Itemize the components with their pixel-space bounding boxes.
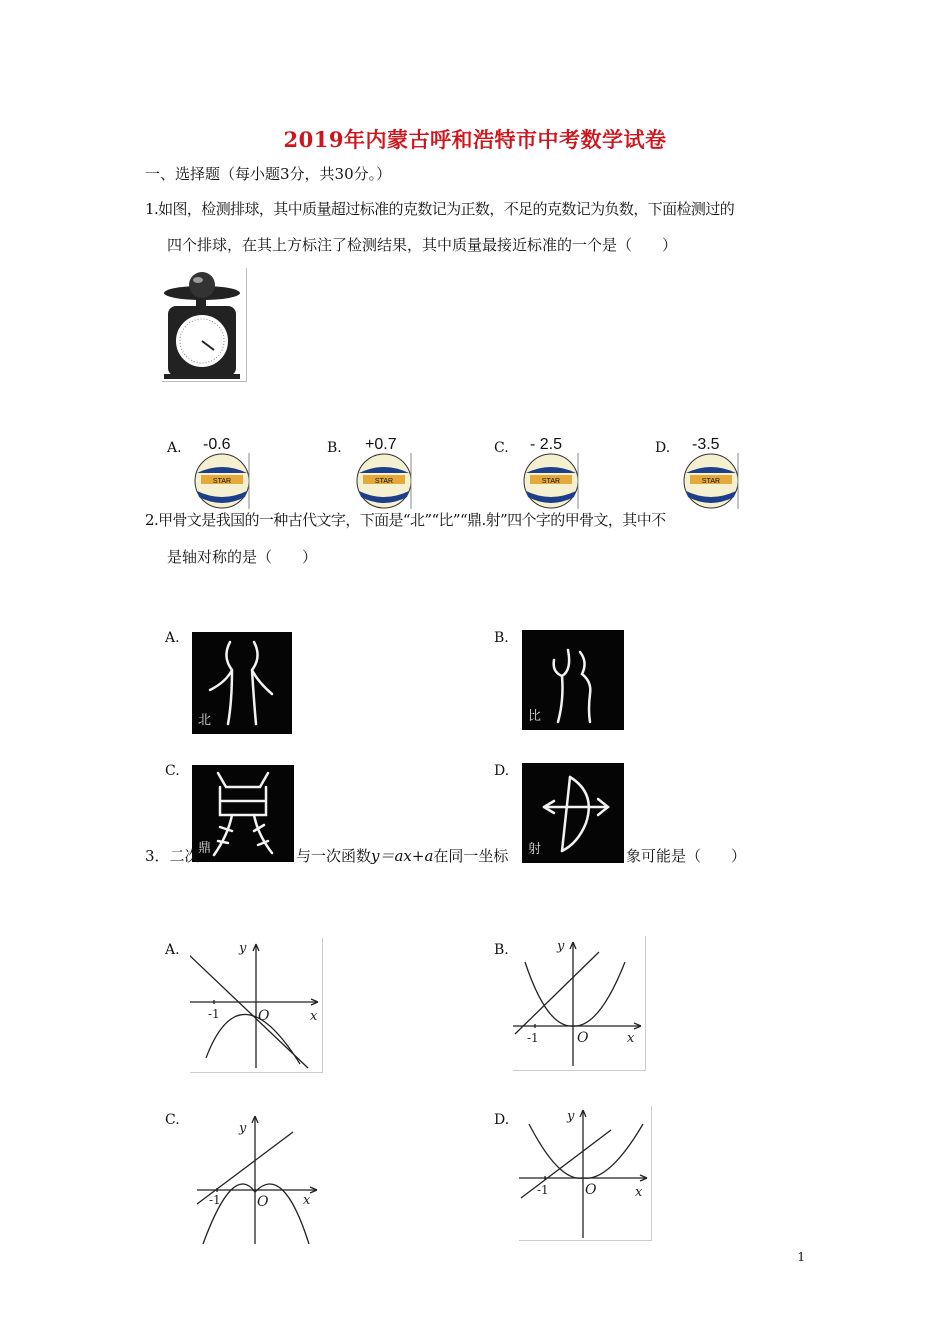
q1-option-a-letter: A. xyxy=(167,440,182,456)
volleyball-icon xyxy=(522,453,580,509)
q1-option-c-letter: C. xyxy=(494,440,509,456)
origin-label: O xyxy=(577,1030,589,1046)
oracle-glyph-bei xyxy=(192,632,292,734)
q3-graph-d xyxy=(519,1106,652,1241)
minus-one-label: -1 xyxy=(208,1007,220,1021)
scale-icon xyxy=(162,268,247,382)
q3-option-c-letter: C. xyxy=(165,1112,180,1128)
q2-option-a-letter: A. xyxy=(165,630,180,646)
section-heading: 一、选择题（每小题3分，共30分。） xyxy=(145,165,392,183)
q3-graph-c xyxy=(193,1112,325,1246)
q1-option-a-value: -0.6 xyxy=(203,436,231,453)
origin-label: O xyxy=(585,1182,597,1198)
volleyball-icon xyxy=(682,453,740,509)
q2-line1: 2.甲骨文是我国的一种古代文字，下面是“北”“比”“鼎.射”四个字的甲骨文，其中不 xyxy=(145,511,666,529)
axis-y-label: y xyxy=(567,1109,575,1124)
q3-function: y＝ax+a xyxy=(371,847,434,865)
axis-x-label: x xyxy=(635,1185,643,1200)
svg-text:STAR: STAR xyxy=(701,478,721,485)
oracle-glyph-ding xyxy=(192,765,294,862)
q3-option-d-letter: D. xyxy=(494,1112,510,1128)
axis-x-label: x xyxy=(310,1009,318,1024)
q2-option-d-letter: D. xyxy=(494,763,510,779)
glyph-caption: 比 xyxy=(528,709,542,724)
q3-text: 在同一坐标 xyxy=(433,847,509,865)
q3-text: 与一次函数 xyxy=(296,847,372,865)
q2-option-b-letter: B. xyxy=(494,630,509,646)
q3-graph-b xyxy=(513,936,646,1071)
minus-one-label: -1 xyxy=(537,1183,549,1197)
axis-y-label: y xyxy=(557,939,565,954)
svg-text:STAR: STAR xyxy=(374,478,394,485)
q1-option-b-letter: B. xyxy=(327,440,342,456)
q1-line1: 1.如图，检测排球，其中质量超过标准的克数记为正数，不足的克数记为负数，下面检测过的 xyxy=(145,200,735,218)
glyph-caption: 鼎 xyxy=(198,841,212,856)
q3-line-start: 3．二次 xyxy=(145,847,200,865)
q3-option-a-letter: A. xyxy=(165,942,180,958)
axis-x-label: x xyxy=(303,1193,311,1208)
q3-graph-a xyxy=(190,938,323,1073)
volleyball-icon xyxy=(355,453,413,509)
axis-x-label: x xyxy=(627,1031,635,1046)
q1-option-b-value: +0.7 xyxy=(365,436,397,453)
svg-text:STAR: STAR xyxy=(541,478,561,485)
axis-y-label: y xyxy=(239,941,247,956)
oracle-glyph-bi xyxy=(522,630,624,730)
q3-option-b-letter: B. xyxy=(494,942,509,958)
glyph-caption: 北 xyxy=(198,713,212,728)
q1-option-d-letter: D. xyxy=(655,440,671,456)
svg-text:STAR: STAR xyxy=(212,478,232,485)
page-title: 2019年内蒙古呼和浩特市中考数学试卷 xyxy=(283,127,667,152)
glyph-caption: 射 xyxy=(528,842,542,857)
q3-line-mid xyxy=(296,845,508,866)
q1-option-d-value: -3.5 xyxy=(692,436,720,453)
q1-line2: 四个排球，在其上方标注了检测结果，其中质量最接近标准的一个是（ ） xyxy=(167,236,678,254)
origin-label: O xyxy=(257,1194,269,1210)
q3-line-end: 象可能是（ ） xyxy=(626,847,747,865)
minus-one-label: -1 xyxy=(527,1031,539,1045)
minus-one-label: -1 xyxy=(209,1193,221,1207)
q2-option-c-letter: C. xyxy=(165,763,180,779)
q1-option-c-value: - 2.5 xyxy=(530,436,563,453)
page-number: 1 xyxy=(797,1250,805,1264)
oracle-glyph-she xyxy=(522,763,624,863)
q2-line2: 是轴对称的是（ ） xyxy=(167,548,318,566)
origin-label: O xyxy=(258,1008,270,1024)
volleyball-icon xyxy=(193,453,251,509)
axis-y-label: y xyxy=(239,1121,247,1136)
